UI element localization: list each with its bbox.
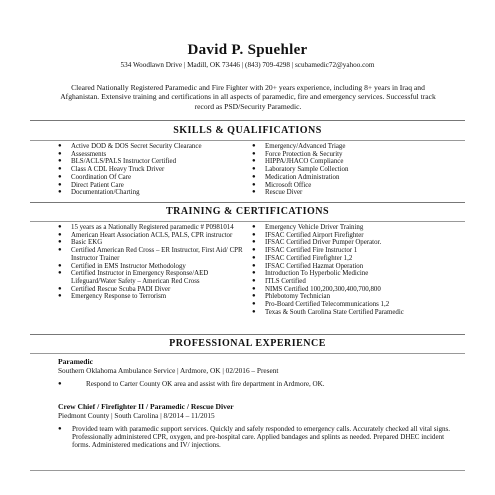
list-item: ● Assessments [58,150,107,158]
list-item: ● Respond to Carter County OK area and assist with fire department in Ardmore, OK. [58,380,325,388]
job-title: Crew Chief / Firefighter II / Paramedic / Rescue Diver [58,402,234,411]
list-item: ● IFSAC Certified Hazmat Operation [252,262,364,270]
bullet-icon: ● [252,189,256,196]
bullet-icon: ● [252,277,256,284]
contact-line: 534 Woodlawn Drive | Madill, OK 73446 | (843) 709-4298 | scubamedic72@yahoo.com [120,61,375,69]
list-item: ● Certified American Red Cross – ER Instructor, First Aid/ CPR Instructor Trainer [58,247,243,262]
list-item: ● Phlebotomy Technician [252,293,331,301]
bullet-icon: ● [58,143,62,149]
training-list-left [58,224,246,301]
bullet-icon: ● [58,231,62,238]
skills-list-right [252,143,452,197]
bullet-icon: ● [252,247,256,254]
bullet-icon: ● [58,239,62,246]
bullet-icon: ● [58,173,62,180]
list-item: ● Laboratory Sample Collection [252,166,349,174]
bullet-icon: ● [58,150,62,157]
list-item: ● IFSAC Certified Driver Pumper Operator. [252,239,382,247]
bullet-icon: ● [58,262,62,269]
list-item: ● Force Protection & Security [252,150,343,158]
list-item: ● Provided team with paramedic support services. Quickly and safely responded to emergency calls. Accurately checked all vital signs. Professionally administered CPR, oxygen, and pre-hospital care. Applied bandages and splints as needed. Prepared DHEC incident forms. Administered medications and IV/ injections. [58,425,451,450]
bullet-icon: ● [252,285,256,292]
skills-list-left [58,143,258,197]
list-item: ● Emergency/Advanced Triage [252,143,346,150]
list-item: ● Coordination Of Care [58,173,132,181]
bullet-icon: ● [58,293,62,300]
bullet-icon: ● [252,166,256,173]
list-item: ● Rescue Diver [252,189,303,197]
divider [30,202,465,203]
candidate-name: David P. Spuehler [187,42,308,58]
divider [30,140,465,141]
list-item: ● Class A CDL Heavy Truck Driver [58,166,165,174]
list-item: ● Direct Patient Care [58,181,124,189]
bullet-icon: ● [58,189,62,196]
divider [30,470,465,471]
bullet-icon: ● [252,150,256,157]
list-item: ● HIPPA/JHACO Compliance [252,158,344,166]
bullet-icon: ● [58,426,62,432]
list-item: ● American Heart Association ACLS, PALS, CPR instructor [58,231,233,239]
bullet-icon: ● [58,270,62,277]
bullet-icon: ● [58,381,62,387]
bullet-icon: ● [252,158,256,165]
list-item: ● Certified Instructor in Emergency Response/AED Lifeguard/Water Safety – American Red Cross [58,270,209,285]
training-list-right [252,224,452,316]
list-item: ● 15 years as a Nationally Registered paramedic # P0981014 [58,224,234,231]
list-item: ● Basic EKG [58,239,103,247]
list-item: ● Introduction To Hyperbolic Medicine [252,270,369,278]
bullet-icon: ● [252,270,256,277]
job-employer: Southern Oklahoma Ambulance Service | Ardmore, OK | 02/2016 – Present [58,366,279,375]
list-item: ● Medication Administration [252,173,340,181]
bullet-icon: ● [252,301,256,308]
divider [30,221,465,222]
job-duties [58,380,453,388]
list-item: ● Certified Rescue Scuba PADI Diver [58,285,171,293]
divider [30,353,465,354]
list-item: ● Active DOD & DOS Secret Security Clearance [58,143,202,150]
bullet-icon: ● [58,158,62,165]
bullet-icon: ● [252,293,256,300]
bullet-icon: ● [58,285,62,292]
list-item: ● NIMS Certified 100,200,300,400,700,800 [252,285,381,293]
bullet-icon: ● [252,262,256,269]
bullet-icon: ● [252,173,256,180]
bullet-icon: ● [252,231,256,238]
list-item: ● BLS/ACLS/PALS Instructor Certified [58,158,177,166]
bullet-icon: ● [252,224,256,230]
list-item: ● IFSAC Certified Fire Instructor 1 [252,247,358,255]
list-item: ● Certified in EMS Instructor Methodology [58,262,186,270]
job-duties [58,425,453,449]
list-item: ● Microsoft Office [252,181,312,189]
list-item: ● IFSAC Certified Firefighter 1,2 [252,254,353,262]
bullet-icon: ● [252,143,256,149]
list-item: ● Documentation/Charting [58,189,140,197]
list-item: ● Texas & South Carolina State Certified Paramedic [252,308,404,316]
training-heading: TRAINING & CERTIFICATIONS [165,206,330,217]
list-item: ● ITLS Certified [252,277,306,285]
bullet-icon: ● [58,181,62,188]
list-item: ● IFSAC Certified Airport Firefighter [252,231,364,239]
bullet-icon: ● [58,247,62,254]
bullet-icon: ● [252,254,256,261]
job-title: Paramedic [58,357,94,366]
bullet-icon: ● [252,239,256,246]
summary-paragraph: Cleared Nationally Registered Paramedic and Fire Fighter with 20+ years experience, including 8+ years in Iraq and Afghanistan. Extensive training and certifications in all aspects of paramedic, fire and emergency services. Successful track record as PSD/Security Paramedic. [60,83,436,111]
bullet-icon: ● [58,224,62,230]
list-item: ● Emergency Vehicle Driver Training [252,224,364,231]
bullet-icon: ● [58,166,62,173]
job-employer: Piedmont County | South Carolina | 8/2014 – 11/2015 [58,411,215,420]
list-item: ● Pro-Board Certified Telecommunications 1,2 [252,301,390,309]
list-item: ● Emergency Response to Terrorism [58,293,167,301]
divider [30,334,465,335]
bullet-icon: ● [252,308,256,315]
skills-heading: SKILLS & QUALIFICATIONS [173,125,322,136]
bullet-icon: ● [252,181,256,188]
divider [30,120,465,121]
experience-heading: PROFESSIONAL EXPERIENCE [169,338,326,349]
